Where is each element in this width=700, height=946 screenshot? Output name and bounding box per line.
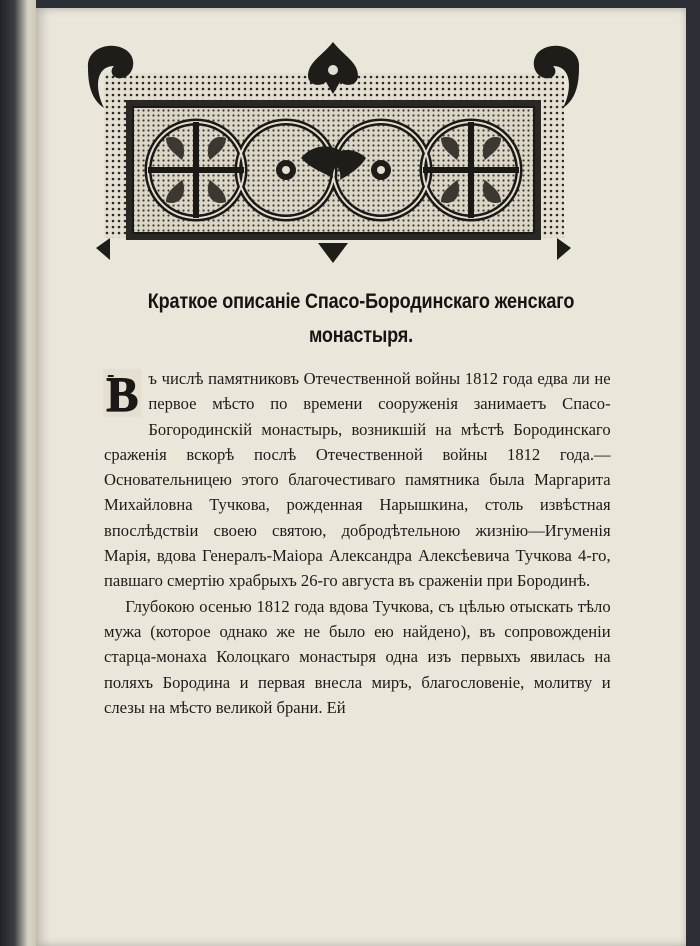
book-page [36, 8, 686, 946]
paragraph-1-text: ъ числѣ памятниковъ Отечественной войны 1812 года едва ли не первое мѣсто по времени сооруженiя занимаетъ Спасо-Богородинскiй монастырь, возникшiй на мѣстѣ Бородинскаго сраженiя вскорѣ послѣ Отечественной войны 1812 года.—Основательницею этого благочестиваго памятника была Маргарита Михайловна Тучкова, рожденная Нарышкина, столь извѣстная впослѣдствiи своею святою, добродѣтельною жизнiю—Игуменiя Марiя, вдова Генералъ-Маiора Александра Алексѣевича Тучкова 4-го, павшаго смертiю храбрыхъ 26-го августа въ сраженiи при Бородинѣ. [104, 369, 611, 591]
decorative-initial [102, 368, 143, 418]
adjacent-page-edge [0, 0, 36, 946]
body-text [104, 366, 611, 720]
page-title-continued: монастыря. [308, 324, 414, 347]
ornamental-headpiece [86, 38, 581, 263]
page-title: Краткое описанiе Спасо-Бородинскаго женскаго [147, 290, 575, 313]
paragraph-2: Глубокою осенью 1812 года вдова Тучкова, съ цѣлью отыскать тѣло мужа (которое однако же не было ею найдено), въ сопровожденiи старца-монаха Колоцкаго монастыря одна изъ первыхъ явилась на поляхъ Бородина и первая внесла миръ, благословенiе, молитву и слезы на мѣсто великой брани. Ей [104, 596, 611, 717]
dropcap-letter: В [106, 368, 139, 418]
paragraph-1 [104, 366, 611, 594]
